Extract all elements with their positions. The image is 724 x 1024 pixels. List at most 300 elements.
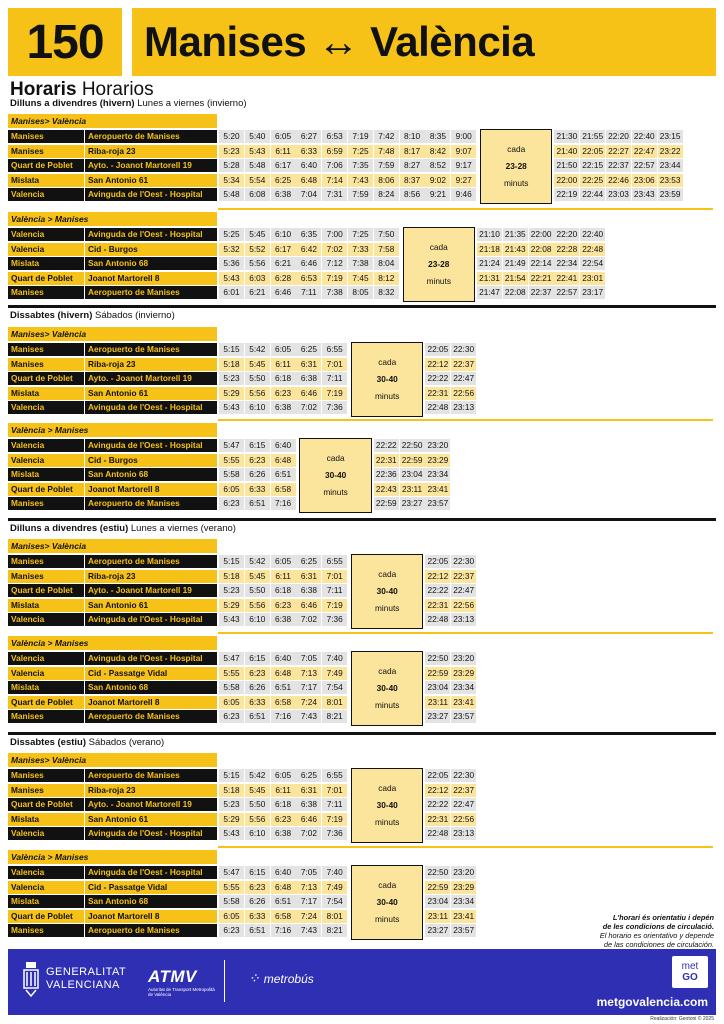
time-cell: 6:25 <box>296 769 321 782</box>
stop-city: Manises <box>8 497 84 510</box>
time-cell: 8:27 <box>400 159 425 172</box>
time-cell: 7:50 <box>374 228 399 241</box>
stop-name: Aeropuerto de Manises <box>85 286 217 299</box>
time-cell: 6:33 <box>245 483 270 496</box>
time-cell: 22:05 <box>425 555 450 568</box>
stop-city: Quart de Poblet <box>8 159 84 172</box>
time-cell: 6:08 <box>245 188 270 201</box>
time-cell: 5:58 <box>219 681 244 694</box>
time-cell: 23:27 <box>425 924 450 937</box>
time-cell: 22:22 <box>425 584 450 597</box>
stop-name: Riba-roja 23 <box>85 145 217 158</box>
stop-row <box>8 866 217 879</box>
frequency-box <box>351 342 423 417</box>
time-cell: 8:21 <box>322 924 347 937</box>
time-cell: 7:01 <box>322 570 347 583</box>
stop-name: Aeropuerto de Manises <box>85 924 217 937</box>
time-cell: 6:17 <box>271 243 296 256</box>
time-cell: 7:49 <box>322 667 347 680</box>
frequency-unit: minuts <box>374 913 400 924</box>
direction-label: Manises> València <box>8 753 217 767</box>
time-cell: 23:13 <box>451 827 476 840</box>
time-cell: 5:50 <box>245 798 270 811</box>
time-cell: 6:11 <box>271 784 296 797</box>
time-cell: 6:38 <box>296 372 321 385</box>
stop-city: Valencia <box>8 228 84 241</box>
frequency-value: 23-28 <box>505 160 527 171</box>
time-cell: 7:16 <box>271 924 296 937</box>
stop-city: Mislata <box>8 681 84 694</box>
stop-name: Avinguda de l'Oest - Hospital <box>85 401 217 414</box>
stop-name: Avinguda de l'Oest - Hospital <box>85 439 217 452</box>
frequency-box <box>403 227 475 302</box>
direction-label: València > Manises <box>8 636 217 650</box>
stop-row <box>8 696 217 709</box>
time-cell: 21:31 <box>477 272 502 285</box>
time-cell: 5:43 <box>245 145 270 158</box>
time-cell: 7:11 <box>296 286 321 299</box>
stop-row <box>8 257 217 270</box>
time-cell: 21:54 <box>503 272 528 285</box>
note-es-2: de las condiciones de circulación. <box>603 940 714 949</box>
time-cell: 6:59 <box>322 145 347 158</box>
stop-row <box>8 613 217 626</box>
time-cell: 23:43 <box>632 188 657 201</box>
stop-city: Manises <box>8 286 84 299</box>
period-title <box>10 737 164 748</box>
time-cell: 23:41 <box>451 910 476 923</box>
stop-city: Quart de Poblet <box>8 272 84 285</box>
generalitat-logo <box>22 960 126 998</box>
time-cell: 7:11 <box>322 798 347 811</box>
time-cell: 22:47 <box>451 798 476 811</box>
stop-city: Valencia <box>8 439 84 452</box>
time-cell: 23:41 <box>451 696 476 709</box>
time-cell: 5:20 <box>219 130 244 143</box>
time-cell: 6:23 <box>245 454 270 467</box>
time-cell: 8:56 <box>400 188 425 201</box>
time-cell: 22:59 <box>425 881 450 894</box>
time-cell: 7:13 <box>296 667 321 680</box>
coat-of-arms-icon <box>22 960 40 998</box>
time-cell: 6:10 <box>245 401 270 414</box>
time-cell: 6:23 <box>271 813 296 826</box>
time-cell: 6:03 <box>245 272 270 285</box>
time-cell: 5:18 <box>219 784 244 797</box>
time-cell: 5:29 <box>219 387 244 400</box>
time-cell: 5:56 <box>245 257 270 270</box>
stop-name: San Antonio 68 <box>85 257 217 270</box>
time-cell: 6:17 <box>271 159 296 172</box>
time-cell: 21:43 <box>503 243 528 256</box>
time-cell: 7:04 <box>296 188 321 201</box>
time-cell: 8:06 <box>374 174 399 187</box>
stop-name: Avinguda de l'Oest - Hospital <box>85 652 217 665</box>
time-cell: 6:40 <box>271 439 296 452</box>
time-cell: 6:33 <box>245 910 270 923</box>
title-es: Horarios <box>81 79 154 100</box>
stop-row <box>8 895 217 908</box>
time-cell: 7:11 <box>322 372 347 385</box>
direction-label: València > Manises <box>8 423 217 437</box>
frequency-label: cada <box>429 241 448 252</box>
time-cell: 8:24 <box>374 188 399 201</box>
time-cell: 6:11 <box>271 145 296 158</box>
time-cell: 6:46 <box>296 599 321 612</box>
time-cell: 22:34 <box>554 257 579 270</box>
stop-city: Mislata <box>8 174 84 187</box>
frequency-label: cada <box>326 452 345 463</box>
time-cell: 22:50 <box>425 866 450 879</box>
time-cell: 21:10 <box>477 228 502 241</box>
time-cell: 7:49 <box>322 881 347 894</box>
time-cell: 22:37 <box>451 358 476 371</box>
time-cell: 5:15 <box>219 343 244 356</box>
time-cell: 7:01 <box>322 784 347 797</box>
time-cell: 6:11 <box>271 570 296 583</box>
stop-row <box>8 174 217 187</box>
time-cell: 7:42 <box>374 130 399 143</box>
time-cell: 6:48 <box>296 174 321 187</box>
time-cell: 6:18 <box>271 372 296 385</box>
time-cell: 8:17 <box>400 145 425 158</box>
time-cell: 6:38 <box>271 188 296 201</box>
period-title-es: Lunes a viernes (invierno) <box>137 98 247 109</box>
frequency-label: cada <box>378 665 397 676</box>
time-cell: 5:45 <box>245 570 270 583</box>
time-cell: 7:33 <box>348 243 373 256</box>
time-cell: 22:22 <box>374 439 399 452</box>
time-cell: 6:46 <box>296 813 321 826</box>
time-cell: 7:54 <box>322 681 347 694</box>
metgo-logo <box>672 956 708 988</box>
frequency-box <box>351 651 423 726</box>
metrobus-logo <box>248 970 314 987</box>
time-cell: 5:23 <box>219 798 244 811</box>
time-cell: 22:22 <box>425 372 450 385</box>
disclaimer-note <box>544 913 714 949</box>
direction-label: Manises> València <box>8 327 217 341</box>
stop-city: Mislata <box>8 387 84 400</box>
time-cell: 22:37 <box>451 784 476 797</box>
stop-name: Riba-roja 23 <box>85 570 217 583</box>
time-cell: 7:11 <box>322 584 347 597</box>
time-cell: 23:20 <box>451 652 476 665</box>
time-cell: 6:23 <box>245 667 270 680</box>
stop-row <box>8 710 217 723</box>
time-cell: 22:47 <box>451 584 476 597</box>
direction-label: València > Manises <box>8 850 217 864</box>
time-cell: 5:45 <box>245 228 270 241</box>
time-cell: 23:13 <box>451 613 476 626</box>
stop-row <box>8 159 217 172</box>
time-cell: 21:55 <box>580 130 605 143</box>
stop-name: Aeropuerto de Manises <box>85 710 217 723</box>
time-cell: 23:11 <box>425 696 450 709</box>
stop-name: San Antonio 68 <box>85 895 217 908</box>
stop-city: Quart de Poblet <box>8 910 84 923</box>
time-cell: 7:25 <box>348 145 373 158</box>
time-cell: 6:27 <box>296 130 321 143</box>
time-cell: 22:37 <box>606 159 631 172</box>
stop-name: San Antonio 61 <box>85 813 217 826</box>
time-cell: 7:06 <box>322 159 347 172</box>
time-cell: 8:32 <box>374 286 399 299</box>
footer <box>8 949 716 1015</box>
time-cell: 6:26 <box>245 681 270 694</box>
time-cell: 5:56 <box>245 813 270 826</box>
frequency-value: 30-40 <box>324 469 347 480</box>
time-cell: 5:43 <box>219 401 244 414</box>
frequency-label: cada <box>378 782 397 793</box>
time-cell: 23:11 <box>425 910 450 923</box>
frequency-label: cada <box>378 879 397 890</box>
time-cell: 22:22 <box>425 798 450 811</box>
time-cell: 6:05 <box>271 343 296 356</box>
time-cell: 21:18 <box>477 243 502 256</box>
time-cell: 6:51 <box>271 895 296 908</box>
metrobus-wordmark: metrobús <box>263 971 314 986</box>
time-cell: 6:15 <box>245 439 270 452</box>
time-cell: 23:13 <box>451 401 476 414</box>
frequency-unit: minuts <box>426 275 451 286</box>
stop-name: Cid - Passatge Vidal <box>85 667 217 680</box>
time-cell: 7:36 <box>322 827 347 840</box>
time-cell: 22:20 <box>554 228 579 241</box>
time-cell: 22:40 <box>632 130 657 143</box>
frequency-box <box>480 129 552 204</box>
frequency-unit: minuts <box>374 699 400 710</box>
time-cell: 8:01 <box>322 696 347 709</box>
stop-name: Cid - Burgos <box>85 454 217 467</box>
frequency-unit: minuts <box>374 816 400 827</box>
note-es-1: El horario es orientativo y depende <box>599 931 714 940</box>
metrobus-dots-icon: ⁘ <box>248 970 258 986</box>
time-cell: 23:27 <box>425 710 450 723</box>
time-cell: 6:53 <box>322 130 347 143</box>
stop-row <box>8 599 217 612</box>
time-cell: 5:15 <box>219 555 244 568</box>
stop-city: Valencia <box>8 401 84 414</box>
period-title-ca: Dissabtes (hivern) <box>10 310 93 321</box>
header <box>8 8 716 76</box>
time-cell: 23:06 <box>632 174 657 187</box>
time-cell: 8:42 <box>425 145 450 158</box>
stop-row <box>8 228 217 241</box>
stop-name: San Antonio 68 <box>85 468 217 481</box>
time-cell: 22:41 <box>554 272 579 285</box>
time-cell: 6:40 <box>271 866 296 879</box>
block-separator <box>218 846 713 848</box>
stop-name: Joanot Martorell 8 <box>85 910 217 923</box>
time-cell: 22:19 <box>554 188 579 201</box>
atmv-logo <box>148 967 218 997</box>
stop-row <box>8 130 217 143</box>
time-cell: 6:21 <box>245 286 270 299</box>
time-cell: 6:40 <box>271 652 296 665</box>
stop-city: Manises <box>8 343 84 356</box>
time-cell: 6:55 <box>322 343 347 356</box>
time-cell: 6:38 <box>271 613 296 626</box>
time-cell: 9:46 <box>451 188 476 201</box>
stop-row <box>8 924 217 937</box>
time-cell: 7:17 <box>296 681 321 694</box>
stop-name: Avinguda de l'Oest - Hospital <box>85 188 217 201</box>
stop-name: Ayto. - Joanot Martorell 19 <box>85 372 217 385</box>
time-cell: 22:37 <box>451 570 476 583</box>
time-cell: 6:05 <box>271 555 296 568</box>
time-cell: 5:32 <box>219 243 244 256</box>
time-cell: 6:51 <box>271 468 296 481</box>
period-title-ca: Dilluns a divendres (estiu) <box>10 523 129 534</box>
period-title-es: Sábados (invierno) <box>95 310 175 321</box>
time-cell: 7:14 <box>322 174 347 187</box>
time-cell: 5:43 <box>219 613 244 626</box>
time-cell: 7:25 <box>348 228 373 241</box>
section-divider <box>8 732 716 735</box>
time-cell: 22:50 <box>400 439 425 452</box>
stop-city: Manises <box>8 145 84 158</box>
time-cell: 21:50 <box>554 159 579 172</box>
time-cell: 6:28 <box>271 272 296 285</box>
time-cell: 23:59 <box>658 188 683 201</box>
time-cell: 8:01 <box>322 910 347 923</box>
stop-city: Valencia <box>8 454 84 467</box>
time-cell: 6:26 <box>245 895 270 908</box>
time-cell: 5:56 <box>245 599 270 612</box>
time-cell: 7:24 <box>296 696 321 709</box>
time-cell: 22:05 <box>580 145 605 158</box>
time-cell: 5:28 <box>219 159 244 172</box>
stop-city: Quart de Poblet <box>8 372 84 385</box>
website-link[interactable]: metgovalencia.com <box>596 995 708 1009</box>
stop-city: Valencia <box>8 613 84 626</box>
stop-row <box>8 652 217 665</box>
time-cell: 22:43 <box>374 483 399 496</box>
route-title: Manises ↔ València <box>132 8 716 76</box>
time-cell: 7:16 <box>271 710 296 723</box>
stop-name: Joanot Martorell 8 <box>85 272 217 285</box>
time-cell: 6:48 <box>271 667 296 680</box>
block-separator <box>218 208 713 210</box>
time-cell: 23:04 <box>400 468 425 481</box>
time-cell: 6:21 <box>271 257 296 270</box>
time-cell: 22:50 <box>425 652 450 665</box>
time-cell: 7:17 <box>296 895 321 908</box>
stop-city: Valencia <box>8 667 84 680</box>
time-cell: 23:34 <box>451 681 476 694</box>
time-cell: 5:29 <box>219 599 244 612</box>
time-cell: 21:35 <box>503 228 528 241</box>
time-cell: 5:23 <box>219 145 244 158</box>
time-cell: 7:16 <box>271 497 296 510</box>
stop-city: Manises <box>8 130 84 143</box>
time-cell: 7:36 <box>322 401 347 414</box>
time-cell: 5:48 <box>219 188 244 201</box>
time-cell: 22:00 <box>529 228 554 241</box>
time-cell: 6:23 <box>271 599 296 612</box>
period-title <box>10 310 175 321</box>
time-cell: 6:48 <box>271 881 296 894</box>
section-divider <box>8 305 716 308</box>
time-cell: 23:29 <box>425 454 450 467</box>
time-cell: 23:27 <box>400 497 425 510</box>
time-cell: 9:17 <box>451 159 476 172</box>
stop-city: Quart de Poblet <box>8 696 84 709</box>
time-cell: 23:01 <box>580 272 605 285</box>
time-cell: 6:58 <box>271 483 296 496</box>
time-cell: 23:44 <box>658 159 683 172</box>
time-cell: 23:17 <box>580 286 605 299</box>
stop-city: Quart de Poblet <box>8 798 84 811</box>
time-cell: 5:48 <box>245 159 270 172</box>
title-ca: Horaris <box>10 79 77 100</box>
time-cell: 6:15 <box>245 866 270 879</box>
time-cell: 7:40 <box>322 652 347 665</box>
stop-name: San Antonio 61 <box>85 387 217 400</box>
stop-name: Ayto. - Joanot Martorell 19 <box>85 798 217 811</box>
frequency-label: cada <box>378 356 397 367</box>
time-cell: 7:48 <box>374 145 399 158</box>
time-cell: 22:12 <box>425 570 450 583</box>
stop-name: Riba-roja 23 <box>85 358 217 371</box>
stop-row <box>8 784 217 797</box>
block-separator <box>218 632 713 634</box>
time-cell: 22:15 <box>580 159 605 172</box>
time-cell: 7:19 <box>322 599 347 612</box>
time-cell: 6:38 <box>271 401 296 414</box>
stop-name: Avinguda de l'Oest - Hospital <box>85 228 217 241</box>
frequency-box <box>351 554 423 629</box>
frequency-unit: minuts <box>374 390 400 401</box>
time-cell: 23:41 <box>425 483 450 496</box>
time-cell: 5:42 <box>245 769 270 782</box>
time-cell: 6:01 <box>219 286 244 299</box>
frequency-value: 30-40 <box>376 799 398 810</box>
time-cell: 22:47 <box>632 145 657 158</box>
stop-name: Joanot Martorell 8 <box>85 696 217 709</box>
time-cell: 6:51 <box>245 924 270 937</box>
time-cell: 7:19 <box>322 387 347 400</box>
time-cell: 22:48 <box>425 401 450 414</box>
time-cell: 7:38 <box>322 286 347 299</box>
time-cell: 22:57 <box>554 286 579 299</box>
time-cell: 23:15 <box>658 130 683 143</box>
time-cell: 6:51 <box>271 681 296 694</box>
time-cell: 6:05 <box>271 130 296 143</box>
time-cell: 9:02 <box>425 174 450 187</box>
metgo-top: met <box>681 961 699 972</box>
time-cell: 23:57 <box>451 924 476 937</box>
time-cell: 22:08 <box>503 286 528 299</box>
time-cell: 5:45 <box>245 784 270 797</box>
time-cell: 6:05 <box>219 910 244 923</box>
time-cell: 22:59 <box>425 667 450 680</box>
time-cell: 6:05 <box>271 769 296 782</box>
time-cell: 8:37 <box>400 174 425 187</box>
time-cell: 22:31 <box>374 454 399 467</box>
time-cell: 6:58 <box>271 910 296 923</box>
time-cell: 6:55 <box>322 555 347 568</box>
time-cell: 22:44 <box>580 188 605 201</box>
time-cell: 5:45 <box>245 358 270 371</box>
time-cell: 5:23 <box>219 372 244 385</box>
time-cell: 7:59 <box>374 159 399 172</box>
time-cell: 22:57 <box>632 159 657 172</box>
time-cell: 6:23 <box>219 924 244 937</box>
time-cell: 8:52 <box>425 159 450 172</box>
time-cell: 7:01 <box>322 358 347 371</box>
